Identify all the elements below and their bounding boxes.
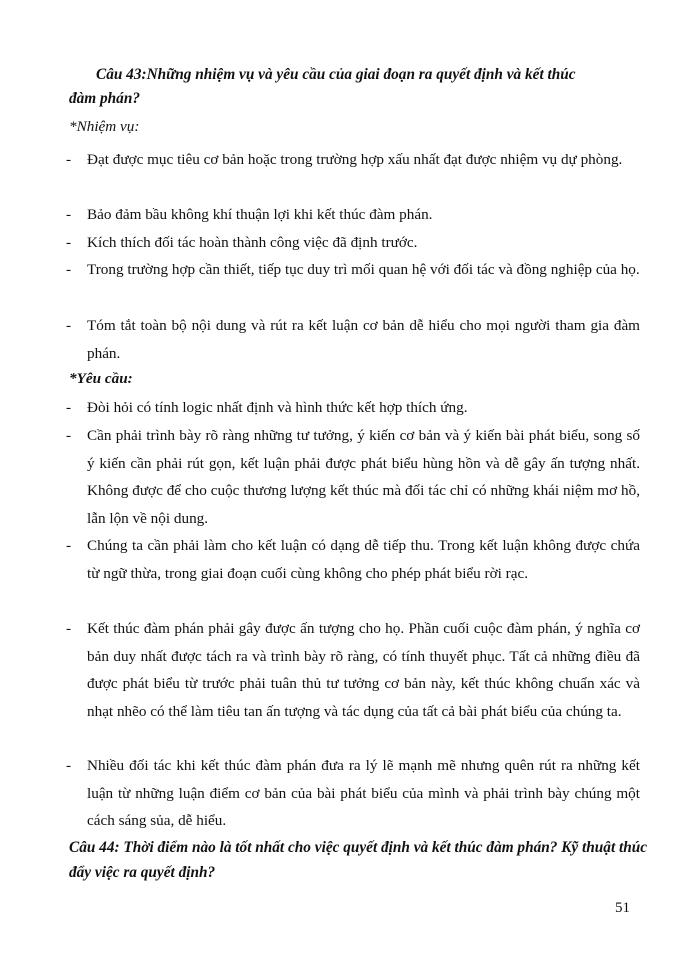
requirement-item-text: Đòi hỏi có tính logic nhất định và hình thức kết hợp thích ứng. <box>87 399 468 416</box>
task-item-text: Bảo đảm bầu không khí thuận lợi khi kết thúc đàm phán. <box>87 206 433 223</box>
bullet-dash: - <box>66 261 72 278</box>
requirement-item-text: Cần phải trình bày rõ ràng những tư tưởng, ý kiến cơ bản và ý kiến bài phát biểu, song số ý kiến cần phải rút gọn, kết luận phải được phát biểu hùng hồn và dễ gây ấn tượng nhất. Không được để cho cuộc thương lượng kết thúc mà đối tác chỉ có những khái niệm mơ hồ, lẫn lộn về nội dung. <box>87 427 640 527</box>
bullet-dash: - <box>66 620 72 637</box>
bullet-dash: - <box>66 317 72 334</box>
bullet-dash: - <box>66 537 72 554</box>
bullet-dash: - <box>66 151 72 168</box>
bullet-dash: - <box>66 399 72 416</box>
requirement-item-text: Chúng ta cần phải làm cho kết luận có dạng dễ tiếp thu. Trong kết luận không được chứa từ ngữ thừa, trong giai đoạn cuối cùng không cho phép phát biểu rời rạc. <box>87 537 640 582</box>
task-item-text: Kích thích đối tác hoàn thành công việc đã định trước. <box>87 234 418 251</box>
bullet-dash: - <box>66 757 72 774</box>
requirements-heading: *Yêu cầu: <box>69 370 133 387</box>
page-number: 51 <box>615 900 630 916</box>
requirement-item-text: Kết thúc đàm phán phải gây được ấn tượng cho họ. Phần cuối cuộc đàm phán, ý nghĩa cơ bản duy nhất được tách ra và trình bày rõ ràng, có tính thuyết phục. Tất cả những điều đã được phát biểu từ trước phải tuân thủ tư tưởng cơ bản này, kết thúc không chuẩn xác và nhạt nhẽo có thể làm tiêu tan ấn tượng và tác dụng của tất cả bài phát biểu của chúng ta. <box>87 620 640 720</box>
question-43-title-line1: Câu 43:Những nhiệm vụ và yêu cầu của giai đoạn ra quyết định và kết thúc <box>96 66 576 83</box>
bullet-dash: - <box>66 206 72 223</box>
task-item-text: Tóm tắt toàn bộ nội dung và rút ra kết luận cơ bản dễ hiểu cho mọi người tham gia đàm phán. <box>87 317 640 362</box>
bullet-dash: - <box>66 427 72 444</box>
tasks-heading: *Nhiệm vụ: <box>69 118 140 135</box>
requirement-item-text: Nhiều đối tác khi kết thúc đàm phán đưa ra lý lẽ mạnh mẽ nhưng quên rút ra những kết luận từ những luận điểm cơ bản của bài phát biểu của mình và phải trình bày chúng một cách sáng sủa, dễ hiểu. <box>87 757 640 829</box>
question-43-title <box>69 63 649 111</box>
bullet-dash: - <box>66 234 72 251</box>
task-item-text: Trong trường hợp cần thiết, tiếp tục duy trì mối quan hệ với đối tác và đồng nghiệp của họ. <box>87 261 640 278</box>
question-44-title: Câu 44: Thời điểm nào là tốt nhất cho việc quyết định và kết thúc đàm phán? Kỹ thuật thúc đẩy việc ra quyết định? <box>69 839 648 881</box>
question-43-title-line2: đàm phán? <box>69 90 140 107</box>
task-item-text: Đạt được mục tiêu cơ bản hoặc trong trường hợp xấu nhất đạt được nhiệm vụ dự phòng. <box>87 151 623 168</box>
